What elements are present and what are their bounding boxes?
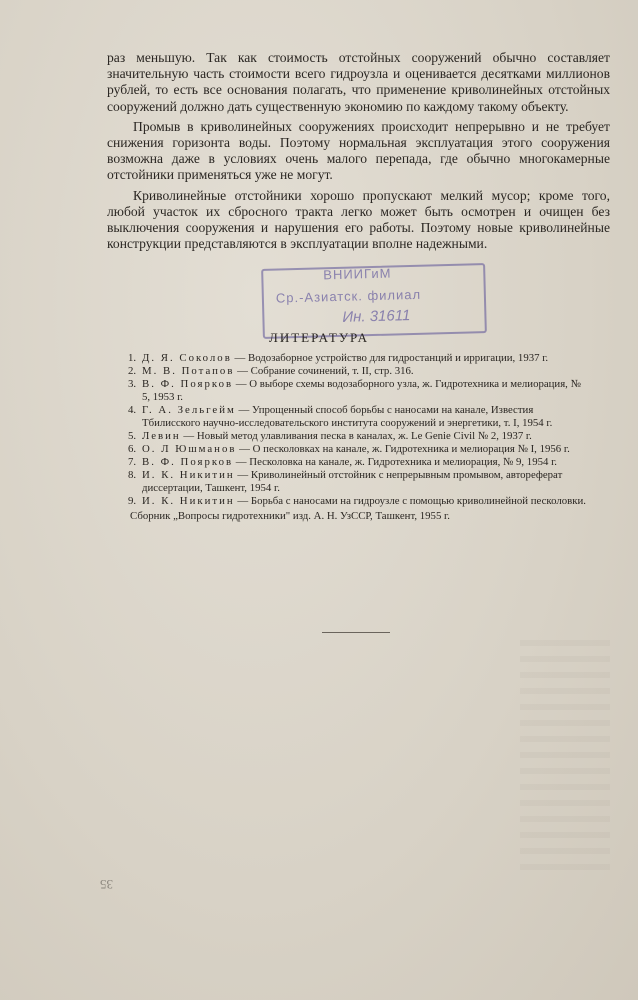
reference-author: И. К. Никитин [142, 469, 235, 481]
bleed-through-texture [520, 640, 610, 870]
reference-item: 5. Левин — Новый метод улавливания песка в каналах, ж. Le Genie Civil № 2, 1937 г. [128, 430, 532, 442]
paragraph: раз меньшую. Так как стоимость отстойных сооружений обычно составляет значительную часть стоимости всего гидроузла и оценивается десятками миллионов рублей, то есть все основания полагать, что применение криволинейных отстойных сооружений должно дать существенную экономию по каждому такому объекту. [107, 50, 610, 114]
body-text [107, 50, 610, 254]
reference-author: Д. Я. Соколов [142, 352, 232, 364]
reference-item: 9. И. К. Никитин — Борьба с наносами на гидроузле с помощью криволинейной песколовки. [128, 495, 586, 507]
reference-item: 6. О. Л Юшманов — О песколовках на канале, ж. Гидротехника и мелиорация № I, 1956 г. [128, 443, 570, 455]
literature-heading: ЛИТЕРАТУРА [269, 330, 369, 345]
reference-author: М. В. Потапов [142, 365, 235, 377]
reference-author: И. К. Никитин [142, 495, 235, 507]
stamp-line: ВНИИГиМ [323, 265, 392, 283]
paragraph: Криволинейные отстойники хорошо пропускают мелкий мусор; кроме того, любой участок их сбросного тракта легко может быть осмотрен и очищен без выключения сооружения и нарушения его работы. Поэтому новые криволинейные конструкции представляются в эксплуатации вполне надежными. [107, 187, 610, 252]
reference-author: В. Ф. Поярков [142, 378, 234, 390]
reference-author: О. Л Юшманов [142, 443, 237, 455]
reference-text: — О выборе схемы водозаборного узла, ж. Гидротехника и мелиорация, № 5, 1953 г. [142, 378, 581, 403]
reference-list [128, 352, 588, 523]
reference-text: — Новый метод улавливания песка в каналах, ж. Le Genie Civil № 2, 1937 г. [180, 430, 532, 442]
reference-text: — Криволинейный отстойник с непрерывным промывом, автореферат диссертации, Ташкент, 1954 г. [142, 469, 563, 494]
reference-author: В. Ф. Поярков [142, 456, 234, 468]
reference-text: — Упрощенный способ борьбы с наносами на канале, Известия Тбилисского научно-исследовательского института сооружений и энергетики, т. I, 1954 г. [142, 404, 553, 429]
library-stamp [261, 263, 487, 339]
reference-item: 7. В. Ф. Поярков — Песколовка на канале, ж. Гидротехника и мелиорация, № 9, 1954 г. [128, 456, 558, 468]
reference-text: — Борьба с наносами на гидроузле с помощью криволинейной песколовки. [234, 495, 586, 507]
page-number: 35 [100, 877, 113, 892]
reference-author: Г. А. Зельгейм [142, 404, 236, 416]
reference-text: — Водозаборное устройство для гидростанций и ирригации, 1937 г. [231, 352, 549, 364]
reference-item: 4. Г. А. Зельгейм — Упрощенный способ борьбы с наносами на канале, Известия Тбилисского научно-исследовательского института сооружений и энергетики, т. I, 1954 г. [128, 404, 553, 429]
reference-text: — Собрание сочинений, т. II, стр. 316. [234, 365, 414, 377]
reference-text: — О песколовках на канале, ж. Гидротехника и мелиорация № I, 1956 г. [236, 443, 570, 455]
stamp-line: Ср.-Азиатск. филиал [275, 286, 422, 306]
reference-item: 2. М. В. Потапов — Собрание сочинений, т. II, стр. 316. [128, 365, 414, 377]
reference-text: — Песколовка на канале, ж. Гидротехника и мелиорация, № 9, 1954 г. [233, 456, 558, 468]
section-divider [322, 632, 390, 633]
reference-author: Левин [142, 430, 181, 442]
reference-collection: Сборник „Вопросы гидротехники" изд. А. Н. УзССР, Ташкент, 1955 г. [130, 510, 450, 522]
reference-item: 1. Д. Я. Соколов — Водозаборное устройство для гидростанций и ирригации, 1937 г. [128, 352, 549, 364]
paragraph: Промыв в криволинейных сооружениях происходит непрерывно и не требует снижения горизонта воды. Поэтому нормальная эксплуатация этого сооружения возможна даже в условиях очень малого перепада, где обычно многокамерные отстойники применяться уже не могут. [107, 118, 610, 183]
stamp-inventory-number: Ин. 31611 [342, 307, 411, 326]
reference-item: 8. И. К. Никитин — Криволинейный отстойник с непрерывным промывом, автореферат диссертации, Ташкент, 1954 г. [128, 469, 563, 494]
reference-item: 3. В. Ф. Поярков — О выборе схемы водозаборного узла, ж. Гидротехника и мелиорация, № 5, 1953 г. [128, 378, 581, 403]
